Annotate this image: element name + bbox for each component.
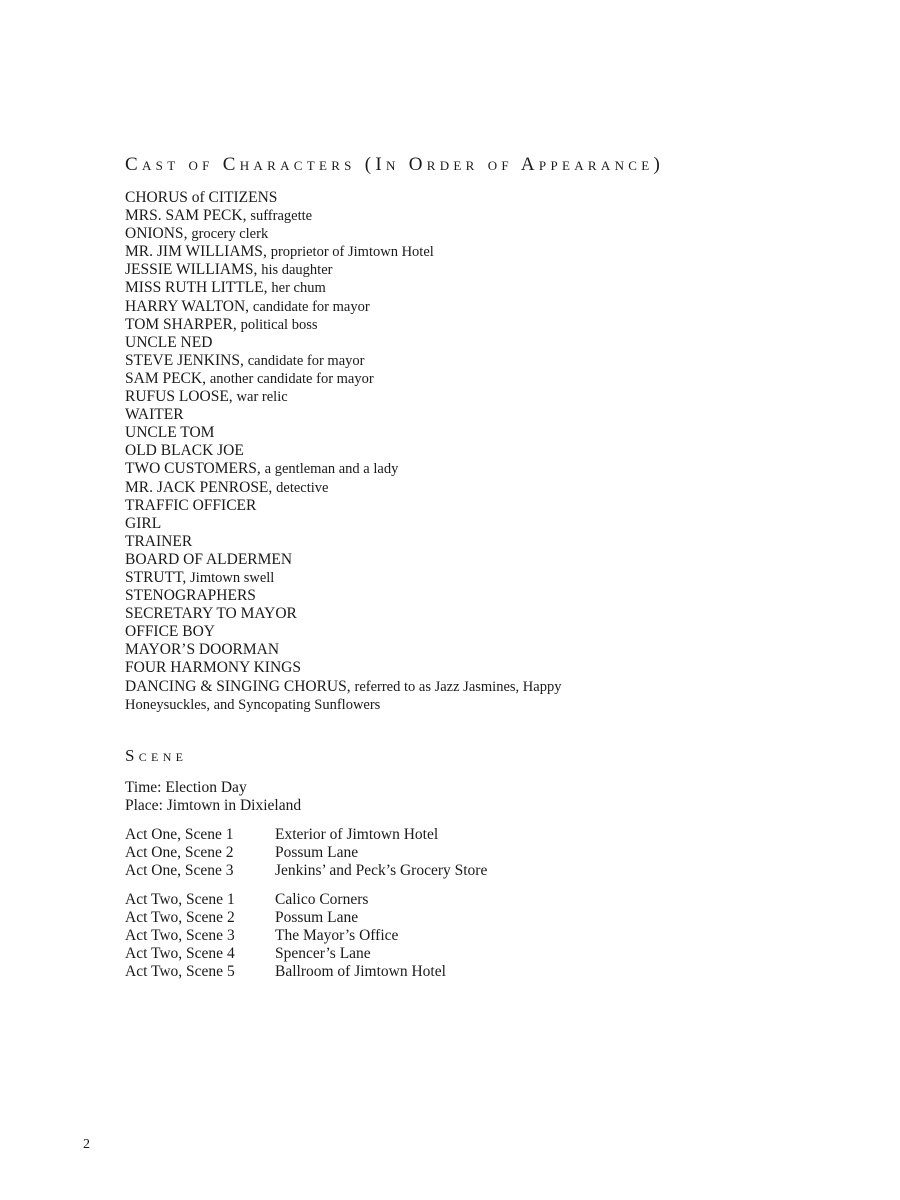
character-name: MRS. SAM PECK bbox=[125, 207, 243, 225]
scene-label: Act Two, Scene 2 bbox=[125, 909, 235, 926]
cast-member bbox=[125, 424, 645, 442]
scene-setting: Jenkins’ and Peck’s Grocery Store bbox=[275, 862, 488, 879]
scene-row bbox=[125, 945, 446, 963]
character-role: detective bbox=[276, 479, 329, 496]
character-name: UNCLE TOM bbox=[125, 424, 215, 442]
cast-member bbox=[125, 515, 645, 533]
character-role: political boss bbox=[240, 316, 318, 333]
cast-member: HARRY WALTON, candidate for mayor bbox=[125, 297, 370, 315]
character-role: proprietor of Jimtown Hotel bbox=[270, 244, 434, 261]
scene-row bbox=[125, 826, 487, 844]
character-name: MAYOR’S DOORMAN bbox=[125, 641, 280, 659]
character-name: SAM PECK bbox=[125, 369, 203, 387]
scene-setting: Spencer’s Lane bbox=[275, 945, 371, 962]
character-name: FOUR HARMONY KINGS bbox=[125, 659, 301, 677]
character-name: CHORUS of CITIZENS bbox=[125, 189, 278, 206]
scene-setting: Calico Corners bbox=[275, 891, 369, 908]
character-role: suffragette bbox=[250, 208, 313, 225]
cast-member bbox=[125, 497, 645, 515]
scene-row bbox=[125, 844, 487, 862]
cast-member bbox=[125, 551, 645, 569]
scene-label: Act Two, Scene 3 bbox=[125, 927, 235, 944]
cast-member: TOM SHARPER, political boss bbox=[125, 315, 318, 333]
character-name: TRAFFIC OFFICER bbox=[125, 496, 257, 514]
cast-member bbox=[125, 334, 645, 352]
scene-setting: Exterior of Jimtown Hotel bbox=[275, 826, 439, 843]
character-role: war relic bbox=[236, 389, 288, 406]
character-name: ONIONS bbox=[125, 225, 184, 243]
scene-label: Act One, Scene 1 bbox=[125, 826, 234, 843]
character-role: grocery clerk bbox=[191, 226, 269, 243]
character-role: candidate for mayor bbox=[252, 298, 370, 315]
cast-member: RUFUS LOOSE, war relic bbox=[125, 388, 288, 406]
cast-member: MR. JACK PENROSE, detective bbox=[125, 478, 329, 496]
scene-setting: Possum Lane bbox=[275, 909, 359, 926]
scene-label: Act Two, Scene 4 bbox=[125, 945, 235, 962]
cast-member: MR. JIM WILLIAMS, proprietor of Jimtown Hotel bbox=[125, 243, 434, 261]
scene-heading: Scene bbox=[125, 746, 188, 765]
cast-member: STRUTT, Jimtown swell bbox=[125, 568, 275, 586]
character-name: OFFICE BOY bbox=[125, 623, 216, 641]
character-name: STENOGRAPHERS bbox=[125, 587, 256, 605]
time-line: Time: Election Day bbox=[125, 779, 247, 796]
character-name: MR. JIM WILLIAMS bbox=[125, 243, 263, 261]
character-name: OLD BLACK JOE bbox=[125, 442, 244, 460]
cast-member bbox=[125, 605, 645, 623]
cast-member bbox=[125, 659, 645, 677]
scene-label: Act One, Scene 3 bbox=[125, 862, 234, 879]
scene-row bbox=[125, 927, 446, 945]
scene-setting: The Mayor’s Office bbox=[275, 927, 399, 944]
character-name: STEVE JENKINS bbox=[125, 351, 240, 369]
scene-label: Act One, Scene 2 bbox=[125, 844, 234, 861]
character-role: another candidate for mayor bbox=[209, 370, 374, 387]
character-name: MISS RUTH LITTLE bbox=[125, 279, 264, 297]
scene-label: Act Two, Scene 1 bbox=[125, 891, 235, 908]
act-one-scenes bbox=[125, 826, 487, 880]
character-name: STRUTT bbox=[125, 568, 183, 586]
cast-member bbox=[125, 442, 645, 460]
cast-member: TWO CUSTOMERS, a gentleman and a lady bbox=[125, 460, 399, 478]
act-two-scenes bbox=[125, 891, 446, 981]
character-role: a gentleman and a lady bbox=[264, 461, 399, 478]
cast-member: DANCING & SINGING CHORUS, referred to as Jazz Jasmines, Happy Honeysuckles, and Syncopating Sunflowers bbox=[125, 677, 562, 713]
character-name: DANCING & SINGING CHORUS bbox=[125, 677, 347, 695]
cast-heading: Cast of Characters (In Order of Appearance) bbox=[125, 154, 665, 175]
scene-row bbox=[125, 891, 446, 909]
cast-member: MRS. SAM PECK, suffragette bbox=[125, 207, 313, 225]
page-number: 2 bbox=[83, 1137, 90, 1152]
character-role: candidate for mayor bbox=[247, 352, 365, 369]
cast-member bbox=[125, 189, 645, 207]
scene-row bbox=[125, 909, 446, 927]
character-name: TRAINER bbox=[125, 532, 193, 550]
scene-row bbox=[125, 862, 487, 880]
character-name: WAITER bbox=[125, 406, 184, 424]
cast-member bbox=[125, 641, 645, 659]
place-line: Place: Jimtown in Dixieland bbox=[125, 797, 302, 815]
character-name: UNCLE NED bbox=[125, 333, 213, 351]
cast-member bbox=[125, 587, 645, 605]
setting-info bbox=[125, 779, 301, 815]
cast-member: ONIONS, grocery clerk bbox=[125, 225, 269, 243]
cast-member bbox=[125, 406, 645, 424]
character-name: BOARD OF ALDERMEN bbox=[125, 550, 293, 568]
character-role: her chum bbox=[271, 280, 326, 297]
character-role: referred to as Jazz Jasmines, Happy Honeysuckles, and Syncopating Sunflowers bbox=[125, 678, 562, 713]
scene-row bbox=[125, 963, 446, 981]
cast-member: STEVE JENKINS, candidate for mayor bbox=[125, 351, 365, 369]
scene-setting: Ballroom of Jimtown Hotel bbox=[275, 963, 446, 980]
cast-member bbox=[125, 623, 645, 641]
scene-label: Act Two, Scene 5 bbox=[125, 963, 235, 980]
character-name: GIRL bbox=[125, 514, 162, 532]
character-name: MR. JACK PENROSE bbox=[125, 478, 269, 496]
character-name: RUFUS LOOSE bbox=[125, 388, 229, 406]
character-name: JESSIE WILLIAMS bbox=[125, 261, 254, 279]
cast-member bbox=[125, 533, 645, 551]
character-role: his daughter bbox=[261, 262, 333, 279]
cast-member: JESSIE WILLIAMS, his daughter bbox=[125, 261, 333, 279]
character-name: TWO CUSTOMERS bbox=[125, 460, 257, 478]
cast-member: MISS RUTH LITTLE, her chum bbox=[125, 279, 326, 297]
scene-setting: Possum Lane bbox=[275, 844, 359, 861]
character-role: Jimtown swell bbox=[190, 569, 275, 586]
character-name: SECRETARY TO MAYOR bbox=[125, 605, 297, 623]
character-name: TOM SHARPER bbox=[125, 315, 233, 333]
cast-list bbox=[125, 189, 645, 714]
character-name: HARRY WALTON bbox=[125, 297, 246, 315]
cast-member: SAM PECK, another candidate for mayor bbox=[125, 369, 374, 387]
